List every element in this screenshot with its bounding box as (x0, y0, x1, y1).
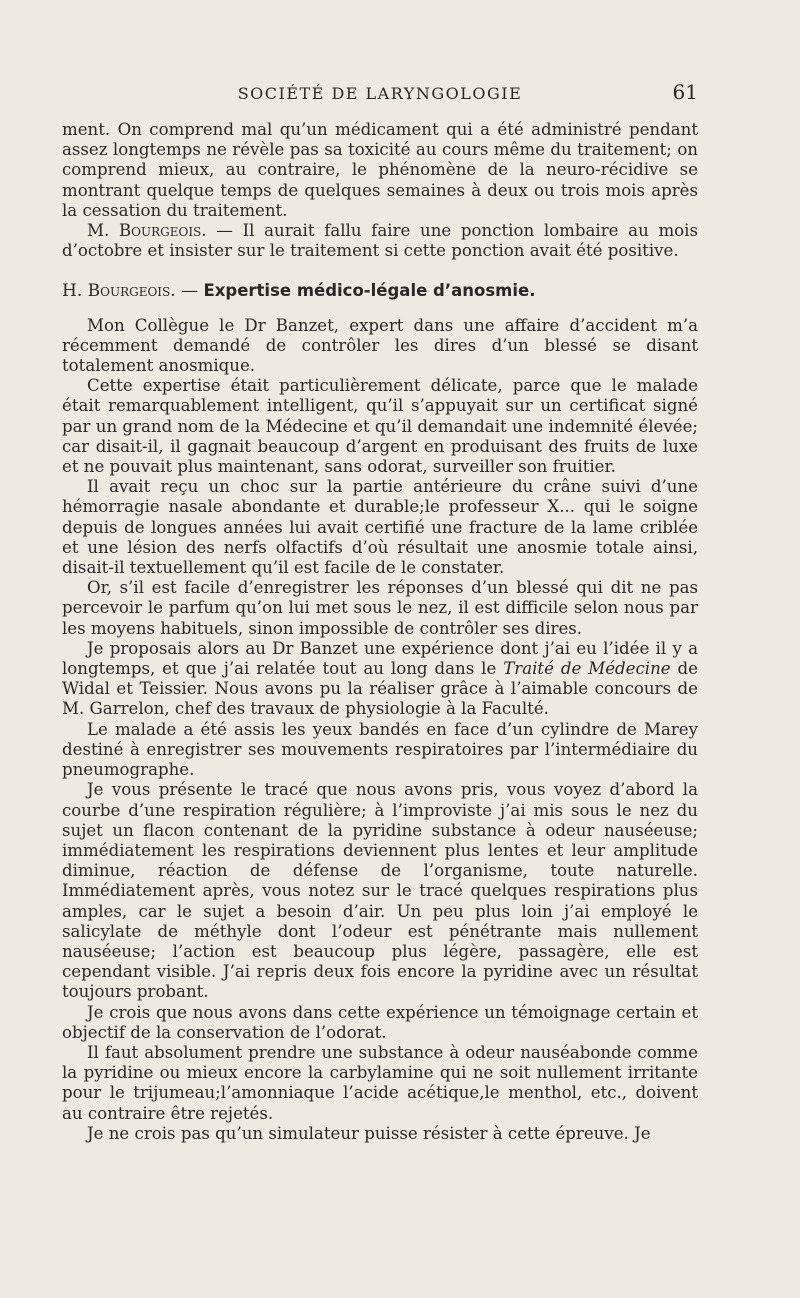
speaker-remark: — Il aurait fallu faire une ponction lombaire au mois d’octobre et insister sur le traitement si cette ponction avait été positive. (62, 221, 698, 261)
article-paragraph: Il faut absolument prendre une substance à odeur nauséabonde comme la pyridine ou mieux encore la carbylamine qui ne soit nullement irritante pour le trijumeau;l’amonniaque l’acide acétique,le menthol, etc., doivent au contraire être rejetés. (62, 1042, 698, 1123)
text-segment: de Widal et Teissier. Nous avons pu la réaliser grâce à l’aimable concours de M. Garrelon, chef des travaux de physiologie à la Faculté. (62, 659, 698, 719)
page-number: 61 (672, 80, 698, 104)
article-author: H. Bourgeois. (62, 281, 176, 302)
discussion-reply (62, 221, 698, 261)
running-head: SOCIÉTÉ DE LARYNGOLOGIE (237, 84, 523, 103)
article-title: Expertise médico-légale d’anosmie. (203, 281, 536, 301)
article-paragraph: Il avait reçu un choc sur la partie antérieure du crâne suivi d’une hémorragie nasale abondante et durable;le professeur X... qui le soigne depuis de longues années lui avait certifié une fracture de la lame criblée et une lésion des nerfs olfactifs d’où résultait une anosmie totale ainsi, disait-il textuellement qu’il est facile de le constater. (62, 477, 698, 578)
article-paragraph: Je crois que nous avons dans cette expérience un témoignage certain et objectif de la conservation de l’odorat. (62, 1002, 698, 1042)
article-paragraph: Je ne crois pas qu’un simulateur puisse résister à cette épreuve. Je (87, 1123, 651, 1143)
article-paragraph-traite (62, 639, 698, 720)
book-title: Traité de Médecine (503, 659, 671, 679)
page-body (62, 120, 698, 1144)
article-paragraph: Cette expertise était particulièrement délicate, parce que le malade était remarquablement intelligent, qu’il s’appuyait sur un certificat signé par un grand nom de la Médecine et qu’il demandait une indemnité élevée; car disait-il, il gagnait beaucoup d’argent en produisant des fruits de luxe et ne pouvait plus maintenant, sans odorat, surveiller son fruitier. (62, 376, 698, 477)
article-heading (62, 281, 698, 301)
speaker-name: M. Bourgeois. (87, 221, 207, 241)
discussion-paragraph-continued: ment. On comprend mal qu’un médicament qui a été administré pendant assez longtemps ne révèle pas sa toxicité au cours même du traitement; on comprend mieux, au contraire, le phénomène de la neuro-récidive se montrant quelque temps de quelques semaines à deux ou trois mois après la cessation du traitement. (62, 120, 698, 220)
page-header (62, 80, 698, 110)
article-paragraph: Je vous présente le tracé que nous avons pris, vous voyez d’abord la courbe d’une respiration régulière; à l’improviste j’ai mis sous le nez du sujet un flacon contenant de la pyridine substance à odeur nauséeuse; immédiatement les respirations deviennent plus lentes et leur amplitude diminue, réaction de défense de l’organisme, toute naturelle. Immédiatement après, vous notez sur le tracé quelques respirations plus amples, car le sujet a besoin d’air. Un peu plus loin j’ai employé le salicylate de méthyle dont l’odeur est pénétrante mais nullement nauséeuse; l’action est beaucoup plus légère, passagère, elle est cependant visible. J’ai repris deux fois encore la pyridine avec un résultat toujours probant. (62, 780, 698, 1002)
article-paragraph: Mon Collègue le Dr Banzet, expert dans une affaire d’accident m’a récemment demandé de contrôler les dires d’un blessé se disant totalement anosmique. (62, 315, 698, 376)
text-segment: Je proposais alors au Dr Banzet une expérience dont j’ai eu l’idée il y a longtemps, et que j’ai relatée tout au long dans le (62, 638, 698, 679)
article-paragraph: Le malade a été assis les yeux bandés en face d’un cylindre de Marey destiné à enregistrer ses mouvements respiratoires par l’intermédiaire du pneumographe. (62, 719, 698, 780)
heading-separator: — (175, 281, 204, 302)
article-paragraph: Or, s’il est facile d’enregistrer les réponses d’un blessé qui dit ne pas percevoir le parfum qu’on lui met sous le nez, il est difficile selon nous par les moyens habituels, sinon impossible de contrôler ses dires. (62, 578, 698, 638)
